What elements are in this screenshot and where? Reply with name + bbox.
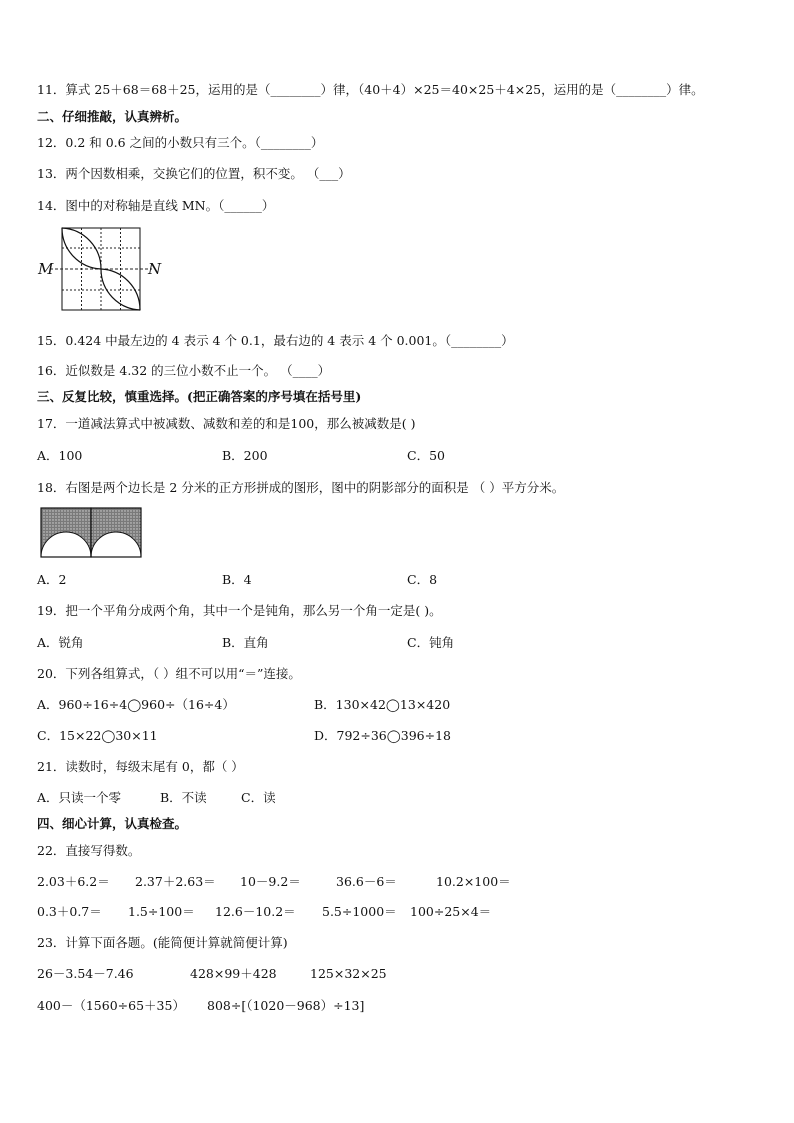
q22-item: 2.37＋2.63＝ bbox=[135, 874, 216, 889]
q23-item: 125×32×25 bbox=[310, 966, 387, 981]
q20-option-b: B．130×42◯13×420 bbox=[314, 697, 451, 712]
q17-option-b: B．200 bbox=[222, 448, 268, 463]
q21-option-a: A．只读一个零 bbox=[37, 790, 122, 805]
question-11: 11．算式 25＋68＝68＋25，运用的是（________）律，（40＋4）×25＝40×25＋4×25，运用的是（________）律。 bbox=[37, 82, 704, 97]
q18-option-c: C．8 bbox=[407, 572, 438, 587]
q22-item: 10.2×100＝ bbox=[436, 874, 511, 889]
question-14: 14．图中的对称轴是直线 MN。（______） bbox=[37, 198, 275, 213]
q20-option-d: D．792÷36◯396÷18 bbox=[314, 728, 451, 743]
q21-option-b: B．不读 bbox=[160, 790, 207, 805]
label-m: M bbox=[38, 260, 54, 278]
q23-item: 400－（1560÷65＋35） bbox=[37, 998, 185, 1013]
q22-item: 1.5÷100＝ bbox=[128, 904, 195, 919]
q22-item: 36.6－6＝ bbox=[336, 874, 397, 889]
question-20: 20．下列各组算式，（ ）组不可以用“＝”连接。 bbox=[37, 666, 301, 681]
q22-item: 10－9.2＝ bbox=[240, 874, 301, 889]
question-23: 23．计算下面各题。(能简便计算就简便计算) bbox=[37, 935, 288, 950]
q23-item: 808÷[（1020－968）÷13] bbox=[207, 998, 365, 1013]
q22-item: 12.6－10.2＝ bbox=[215, 904, 296, 919]
label-n: N bbox=[148, 260, 162, 278]
section-3-heading: 三、反复比较，慎重选择。(把正确答案的序号填在括号里) bbox=[37, 389, 362, 404]
question-18: 18．右图是两个边长是 2 分米的正方形拼成的图形，图中的阴影部分的面积是 （ ）平方分米。 bbox=[37, 480, 565, 495]
question-17: 17．一道减法算式中被减数、减数和差的和是100，那么被减数是( ) bbox=[37, 416, 416, 431]
q17-option-c: C．50 bbox=[407, 448, 445, 463]
question-15: 15．0.424 中最左边的 4 表示 4 个 0.1，最右边的 4 表示 4 个 0.001。（________） bbox=[37, 333, 514, 348]
q18-option-b: B．4 bbox=[222, 572, 252, 587]
section-4-heading: 四、细心计算，认真检查。 bbox=[37, 816, 188, 831]
question-22: 22．直接写得数。 bbox=[37, 843, 141, 858]
q23-item: 26－3.54－7.46 bbox=[37, 966, 134, 981]
question-21: 21．读数时，每级末尾有 0，都（ ） bbox=[37, 759, 244, 774]
shaded-squares-figure bbox=[40, 507, 144, 559]
question-13: 13．两个因数相乘，交换它们的位置，积不变。 （___） bbox=[37, 166, 351, 181]
q18-option-a: A．2 bbox=[37, 572, 67, 587]
q17-option-a: A．100 bbox=[37, 448, 83, 463]
q22-item: 5.5÷1000＝ bbox=[322, 904, 397, 919]
q22-item: 0.3＋0.7＝ bbox=[37, 904, 102, 919]
q20-option-a: A．960÷16÷4◯960÷（16÷4） bbox=[37, 697, 235, 712]
section-2-heading: 二、仔细推敲，认真辨析。 bbox=[37, 109, 188, 124]
q19-option-b: B．直角 bbox=[222, 635, 269, 650]
q19-option-a: A．锐角 bbox=[37, 635, 84, 650]
question-19: 19．把一个平角分成两个角，其中一个是钝角，那么另一个角一定是( )。 bbox=[37, 603, 442, 618]
q19-option-c: C．钝角 bbox=[407, 635, 455, 650]
question-12: 12．0.2 和 0.6 之间的小数只有三个。（________） bbox=[37, 135, 324, 150]
q23-item: 428×99＋428 bbox=[190, 966, 277, 981]
q22-item: 2.03＋6.2＝ bbox=[37, 874, 110, 889]
q21-option-c: C．读 bbox=[241, 790, 276, 805]
symmetry-figure bbox=[36, 226, 166, 318]
q22-item: 100÷25×4＝ bbox=[410, 904, 492, 919]
question-16: 16．近似数是 4.32 的三位小数不止一个。 （____） bbox=[37, 363, 331, 378]
q20-option-c: C．15×22◯30×11 bbox=[37, 728, 158, 743]
